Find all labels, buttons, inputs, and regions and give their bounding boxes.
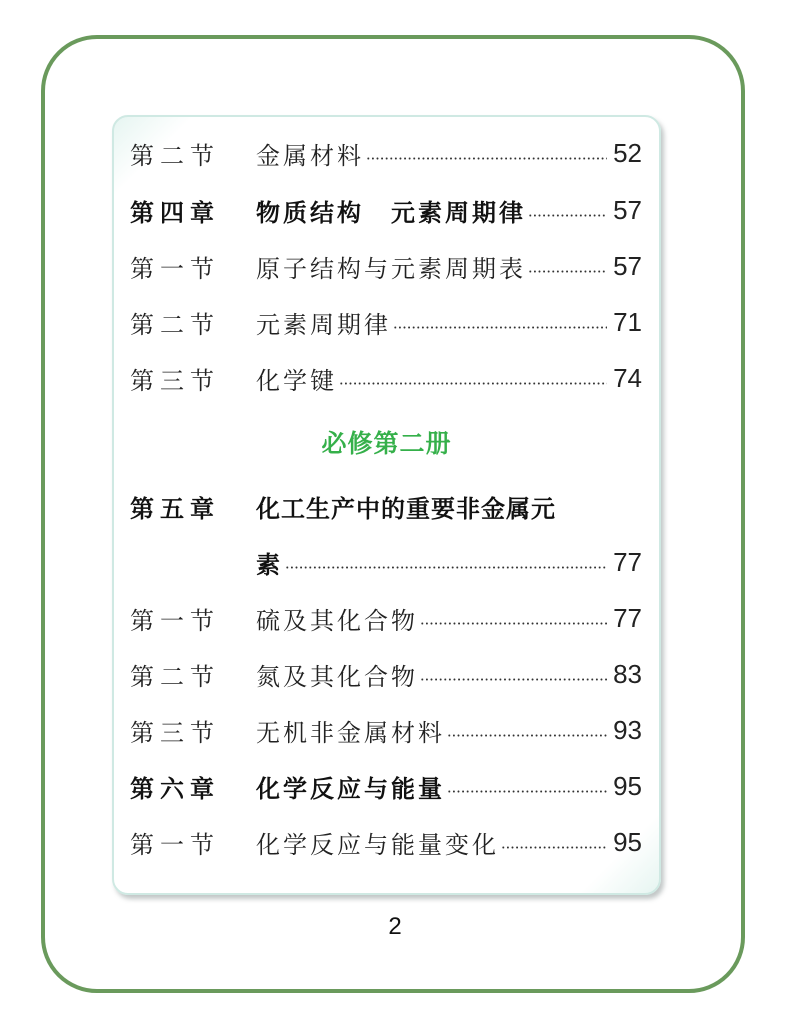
entry-page: 74	[613, 362, 642, 393]
entry-label: 第二节	[130, 141, 220, 170]
entry-title: 无机非金属材料	[256, 718, 445, 747]
leader-dots	[447, 734, 607, 737]
entry-label: 第一节	[130, 830, 220, 859]
entry-title: 氮及其化合物	[256, 662, 418, 691]
leader-dots	[420, 622, 607, 625]
toc-entry[interactable]	[130, 766, 642, 806]
entry-title: 素	[256, 550, 283, 579]
entry-title: 硫及其化合物	[256, 606, 418, 635]
leader-dots	[528, 214, 607, 217]
entry-page: 93	[613, 714, 642, 745]
entry-label: 第二节	[130, 310, 220, 339]
entry-page: 57	[613, 194, 642, 225]
toc-entry[interactable]	[130, 133, 642, 173]
entry-label: 第二节	[130, 662, 220, 691]
toc-entry[interactable]	[130, 486, 642, 526]
toc-entry[interactable]	[130, 190, 642, 230]
entry-page: 77	[613, 546, 642, 577]
toc-entry-continuation[interactable]	[256, 542, 642, 582]
entry-label: 第一节	[130, 254, 220, 283]
entry-title: 化学键	[256, 366, 337, 395]
toc-entry[interactable]	[130, 246, 642, 286]
leader-dots	[393, 326, 607, 329]
leader-dots	[528, 270, 607, 273]
entry-page: 95	[613, 826, 642, 857]
entry-label: 第三节	[130, 718, 220, 747]
toc-entry[interactable]	[130, 598, 642, 638]
entry-label: 第四章	[130, 198, 220, 227]
entry-title: 元素周期律	[256, 310, 391, 339]
page-number: 2	[388, 913, 402, 940]
leader-dots	[366, 157, 607, 160]
entry-label: 第五章	[130, 494, 220, 523]
toc-entry[interactable]	[130, 358, 642, 398]
toc-entry[interactable]	[130, 822, 642, 862]
entry-page: 52	[613, 137, 642, 168]
leader-dots	[339, 382, 607, 385]
entry-title: 化学反应与能量变化	[256, 830, 499, 859]
entry-title: 化工生产中的重要非金属元	[256, 494, 556, 523]
entry-label: 第三节	[130, 366, 220, 395]
leader-dots	[285, 566, 607, 569]
leader-dots	[447, 790, 607, 793]
entry-title: 化学反应与能量	[256, 774, 445, 803]
entry-title: 金属材料	[256, 141, 364, 170]
entry-label: 第一节	[130, 606, 220, 635]
toc-entry[interactable]	[130, 710, 642, 750]
toc-entry[interactable]	[130, 654, 642, 694]
leader-dots	[501, 846, 607, 849]
entry-label: 第六章	[130, 774, 220, 803]
entry-page: 83	[613, 658, 642, 689]
entry-page: 77	[613, 602, 642, 633]
entry-title: 物质结构 元素周期律	[256, 198, 526, 227]
entry-page: 57	[613, 250, 642, 281]
entry-page: 71	[613, 306, 642, 337]
entry-title: 原子结构与元素周期表	[256, 254, 526, 283]
toc-entry[interactable]	[130, 302, 642, 342]
volume-title: 必修第二册	[321, 429, 452, 458]
entry-page: 95	[613, 770, 642, 801]
leader-dots	[420, 678, 607, 681]
